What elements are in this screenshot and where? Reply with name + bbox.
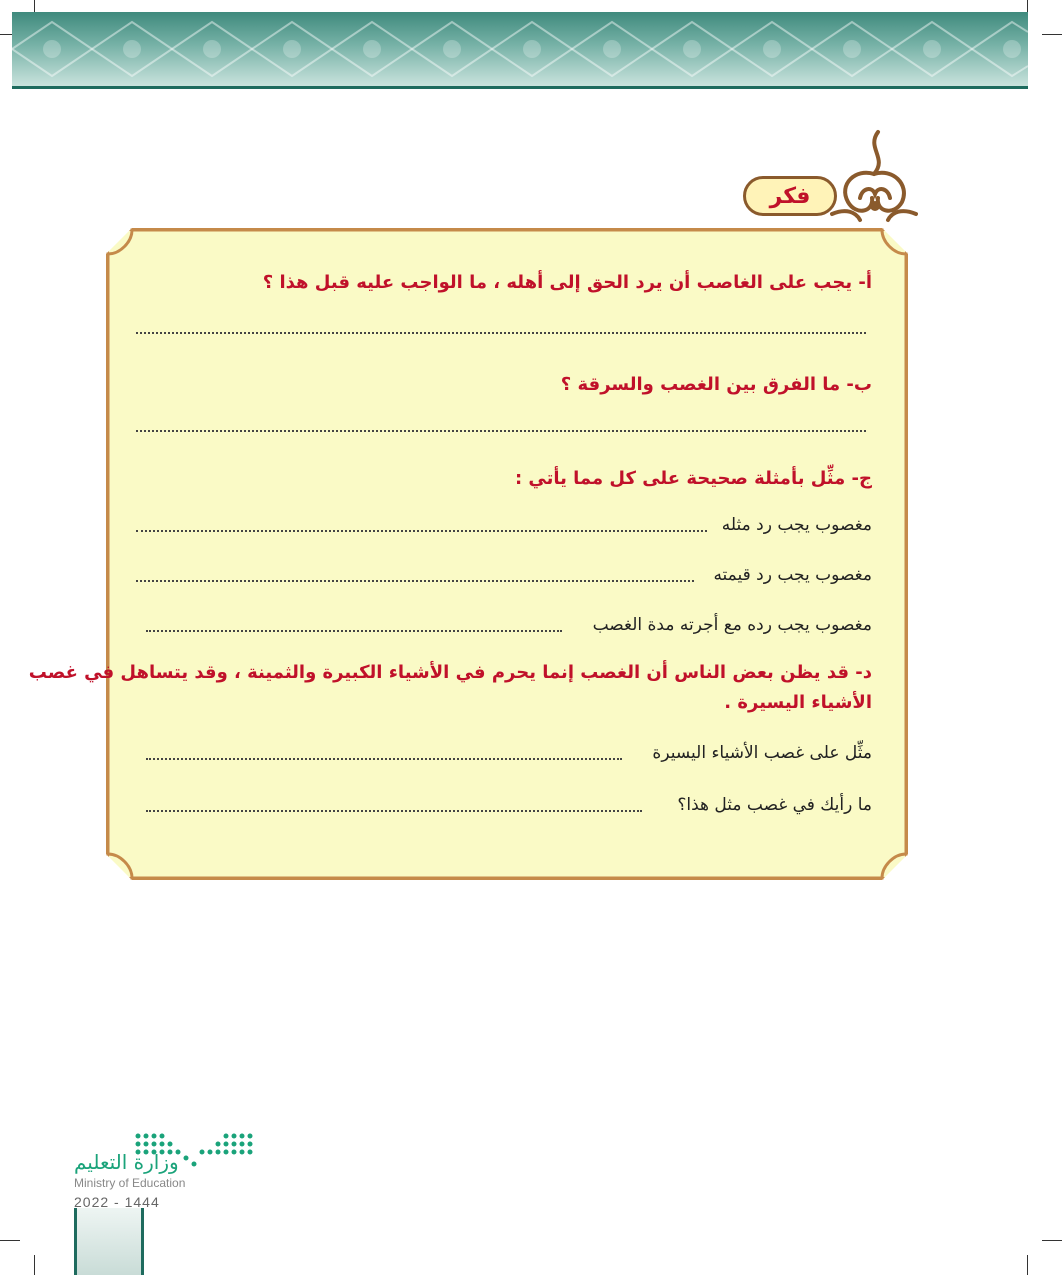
- item-c1: مغصوب يجب رد مثله: [721, 515, 872, 535]
- item-d1: مثِّل على غصب الأشياء اليسيرة: [652, 743, 872, 763]
- question-d-line2: الأشياء اليسيرة .: [724, 692, 872, 713]
- answer-line[interactable]: [136, 428, 866, 432]
- header-banner: [12, 12, 1028, 86]
- item-c3: مغصوب يجب رده مع أجرته مدة الغصب: [592, 615, 872, 635]
- crop-mark: [0, 1240, 20, 1241]
- question-b: ب- ما الفرق بين الغصب والسرقة ؟: [560, 374, 872, 395]
- floral-ornament-icon: [826, 128, 918, 228]
- answer-line[interactable]: [146, 628, 562, 632]
- answer-line[interactable]: [146, 756, 622, 760]
- crop-mark: [1027, 1255, 1028, 1275]
- logo-english-text: Ministry of Education: [74, 1176, 186, 1190]
- crop-mark: [34, 1255, 35, 1275]
- item-d2: ما رأيك في غصب مثل هذا؟: [677, 795, 872, 815]
- section-badge: فكر: [743, 176, 837, 216]
- answer-line[interactable]: [136, 330, 866, 334]
- crop-mark: [1042, 1240, 1062, 1241]
- item-c2: مغصوب يجب رد قيمته: [713, 565, 872, 585]
- banner-underline: [12, 86, 1028, 89]
- question-a: أ- يجب على الغاصب أن يرد الحق إلى أهله ، ما الواجب عليه قبل هذا ؟: [262, 272, 872, 293]
- logo-year-text: 2022 - 1444: [74, 1194, 160, 1210]
- question-d-line1: د- قد يظن بعض الناس أن الغصب إنما يحرم في الأشياء الكبيرة والثمينة ، وقد يتساهل في غصب: [28, 662, 872, 683]
- answer-line[interactable]: [136, 528, 707, 532]
- crop-mark: [1042, 34, 1062, 35]
- question-c: ج- مثِّل بأمثلة صحيحة على كل مما يأتي :: [514, 468, 872, 489]
- pattern-graphic: [12, 12, 1028, 86]
- answer-line[interactable]: [136, 578, 694, 582]
- page-tab: [74, 1208, 144, 1275]
- panel-frame: [106, 228, 908, 880]
- answer-line[interactable]: [146, 808, 642, 812]
- logo-arabic-text: وزارة التعليم: [74, 1150, 179, 1174]
